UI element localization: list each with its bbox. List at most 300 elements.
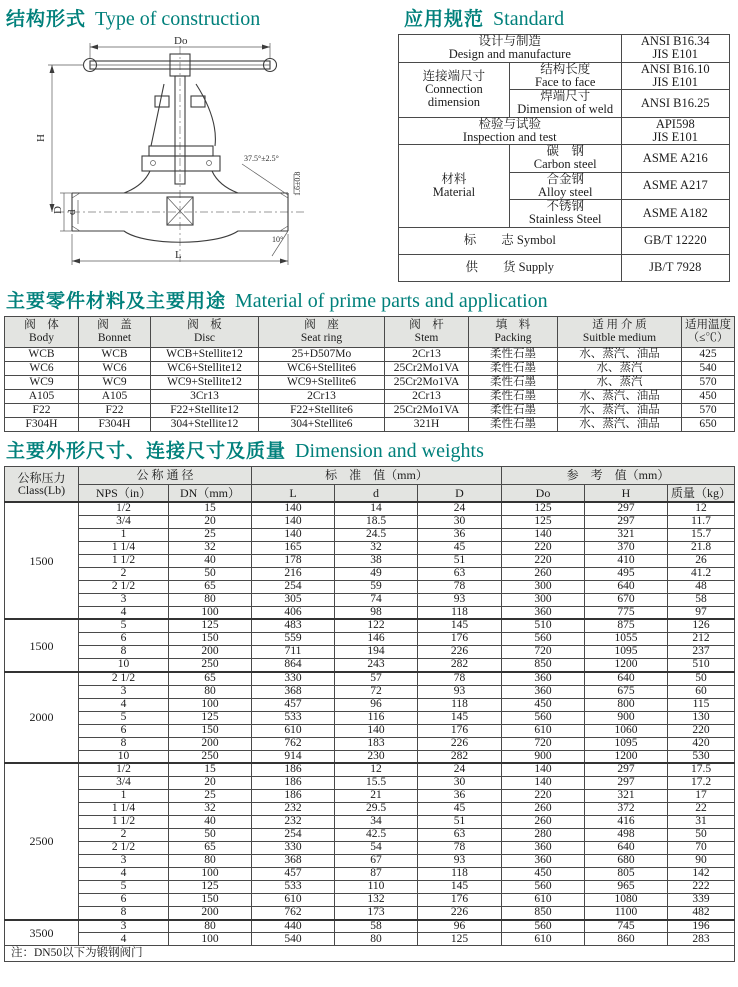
materials-heading-zh: 主要零件材料及主要用途 <box>6 289 227 312</box>
dimensions-cell: 29.5 <box>335 803 418 816</box>
materials-cell: 柔性石墨 <box>469 361 558 375</box>
dimensions-cell: 31 <box>668 816 735 829</box>
construction-heading-zh: 结构形式 <box>6 8 87 30</box>
dimensions-cell: 12 <box>335 763 418 776</box>
dimensions-cell: 58 <box>335 920 418 933</box>
construction-section <box>0 0 398 272</box>
carbon-value: ASME A216 <box>621 145 729 173</box>
alloy-label-en: Alloy steel <box>537 184 593 199</box>
stainless-label-en: Stainless Steel <box>528 212 602 227</box>
bonnet-flange <box>149 146 213 156</box>
dimensions-cell: 450 <box>502 868 585 881</box>
materials-cell: 304+Stellite12 <box>151 417 259 431</box>
dimensions-cell: 140 <box>502 777 585 790</box>
materials-cell: A105 <box>79 389 151 403</box>
dimensions-row <box>5 907 735 920</box>
dimensions-cell: 237 <box>668 646 735 659</box>
dimensions-cell: 4 <box>79 606 169 619</box>
dimensions-cell: 8 <box>79 907 169 920</box>
dimensions-cell: 8 <box>79 737 169 750</box>
top-area <box>0 0 738 282</box>
dimensions-cell: 226 <box>418 907 502 920</box>
carbon-label-en: Carbon steel <box>533 157 597 172</box>
dimensions-cell: 145 <box>418 619 502 632</box>
materials-cell: WCB <box>79 347 151 361</box>
connection-label-en2: dimension <box>427 95 480 110</box>
dimensions-cell: 100 <box>169 933 252 946</box>
dimensions-cell: 297 <box>585 515 668 528</box>
dimensions-cell: 140 <box>252 515 335 528</box>
dimensions-cell: 3 <box>79 685 169 698</box>
dimensions-cell: 300 <box>502 593 585 606</box>
connection-label-zh: 连接端尺寸 <box>422 68 486 83</box>
dimensions-cell: 125 <box>169 619 252 632</box>
dimensions-cell: 93 <box>418 685 502 698</box>
materials-row <box>5 389 735 403</box>
face-value <box>621 62 729 90</box>
dimensions-cell: 1 1/4 <box>79 803 169 816</box>
design-label <box>399 35 622 63</box>
dimensions-group <box>5 920 735 946</box>
dimensions-cell: 48 <box>668 580 735 593</box>
standard-heading-en: Standard <box>493 8 565 30</box>
dimensions-cell: 87 <box>335 868 418 881</box>
col-header-dn: DN（mm） <box>169 484 252 502</box>
dimensions-cell: 150 <box>169 724 252 737</box>
materials-cell: 柔性石墨 <box>469 403 558 417</box>
dimensions-cell: 50 <box>169 829 252 842</box>
dimensions-row <box>5 881 735 894</box>
dimensions-cell: 140 <box>252 502 335 515</box>
materials-cell: 540 <box>682 361 735 375</box>
dimensions-cell: 10 <box>79 750 169 763</box>
dimensions-cell: 254 <box>252 829 335 842</box>
dimensions-group <box>5 619 735 671</box>
dimensions-row <box>5 567 735 580</box>
weld-value: ANSI B16.25 <box>621 90 729 118</box>
dimensions-cell: 20 <box>169 515 252 528</box>
dimensions-cell: 70 <box>668 842 735 855</box>
dimensions-cell: 200 <box>169 646 252 659</box>
dimensions-header-columns-row <box>5 484 735 502</box>
materials-cell: WC9+Stellite6 <box>259 375 385 389</box>
symbol-label: 标 志 Symbol <box>399 227 622 254</box>
materials-cell: 水、蒸汽、油品 <box>558 347 682 361</box>
dimensions-cell: 132 <box>335 894 418 907</box>
col-header-h: H <box>585 484 668 502</box>
dimensions-cell: 610 <box>502 933 585 946</box>
materials-cell: A105 <box>5 389 79 403</box>
dimensions-cell: 1 1/2 <box>79 554 169 567</box>
standard-row-carbon <box>399 145 730 173</box>
weld-label-en: Dimension of weld <box>517 102 614 117</box>
design-value-2: JIS E101 <box>652 47 699 62</box>
dimensions-cell: 100 <box>169 606 252 619</box>
dimensions-cell: 875 <box>585 619 668 632</box>
do-arrow-right <box>262 45 270 50</box>
materials-cell: WC9+Stellite12 <box>151 375 259 389</box>
dimensions-cell: 173 <box>335 907 418 920</box>
dimensions-header-groups-row <box>5 466 735 484</box>
dimensions-cell: 150 <box>169 894 252 907</box>
dimensions-cell: 2 <box>79 829 169 842</box>
dimensions-cell: 22 <box>668 803 735 816</box>
dimensions-cell: 67 <box>335 855 418 868</box>
dimensions-cell: 762 <box>252 737 335 750</box>
l-arrow-right <box>280 259 288 264</box>
materials-cell: 425 <box>682 347 735 361</box>
materials-header-packing: 填 料 Packing <box>469 316 558 347</box>
dimensions-cell: 142 <box>668 868 735 881</box>
dimensions-row <box>5 554 735 567</box>
dim-label-bevel-angle: 37.5°±2.5° <box>244 154 279 163</box>
materials-header-stem: 阀 杆 Stem <box>385 316 469 347</box>
dimensions-cell: 850 <box>502 659 585 672</box>
dimensions-cell: 226 <box>418 737 502 750</box>
dimensions-cell: 675 <box>585 685 668 698</box>
dimensions-cell: 1100 <box>585 907 668 920</box>
design-label-zh: 设计与制造 <box>478 34 542 48</box>
dimensions-cell: 360 <box>502 672 585 685</box>
face-value-1: ANSI B16.10 <box>640 61 710 76</box>
materials-cell: WC9 <box>5 375 79 389</box>
dimensions-cell: 230 <box>335 750 418 763</box>
dimensions-cell: 800 <box>585 698 668 711</box>
standard-heading-zh: 应用规范 <box>404 8 485 30</box>
dimensions-cell: 711 <box>252 646 335 659</box>
alloy-label-zh: 合金钢 <box>546 171 584 186</box>
dimensions-cell: 8 <box>79 646 169 659</box>
dimensions-cell: 45 <box>418 541 502 554</box>
dimensions-cell: 165 <box>252 541 335 554</box>
dimensions-row <box>5 685 735 698</box>
materials-cell: F22+Stellite12 <box>151 403 259 417</box>
face-label-en: Face to face <box>535 74 596 89</box>
symbol-value: GB/T 12220 <box>621 227 729 254</box>
dimensions-cell: 321 <box>585 790 668 803</box>
dimensions-cell: 1200 <box>585 750 668 763</box>
dimensions-cell: 321 <box>585 528 668 541</box>
dimensions-cell: 226 <box>418 646 502 659</box>
standard-section <box>398 0 738 282</box>
dimensions-cell: 495 <box>585 567 668 580</box>
connection-label-en1: Connection <box>425 81 483 96</box>
dimensions-cell: 1095 <box>585 646 668 659</box>
materials-cell: 450 <box>682 389 735 403</box>
dimensions-cell: 243 <box>335 659 418 672</box>
dimensions-cell: 360 <box>502 855 585 868</box>
dimensions-cell: 914 <box>252 750 335 763</box>
dimensions-cell: 222 <box>668 881 735 894</box>
dimensions-cell: 58 <box>668 593 735 606</box>
construction-heading <box>6 4 398 31</box>
dimensions-cell: 18.5 <box>335 515 418 528</box>
yoke-right-arm <box>196 84 215 146</box>
dimensions-cell: 176 <box>418 894 502 907</box>
dimensions-cell: 65 <box>169 580 252 593</box>
dimensions-cell: 260 <box>502 567 585 580</box>
dimensions-cell: 559 <box>252 633 335 646</box>
dimensions-cell: 93 <box>418 855 502 868</box>
dimensions-cell: 282 <box>418 659 502 672</box>
h-arrow-top <box>50 65 55 73</box>
dimensions-cell: 17 <box>668 790 735 803</box>
dimensions-cell: 140 <box>502 763 585 776</box>
yoke-left-arm <box>151 84 164 146</box>
materials-cell: 3Cr13 <box>151 389 259 403</box>
dimensions-cell: 17.5 <box>668 763 735 776</box>
dimensions-cell: 212 <box>668 633 735 646</box>
dimensions-cell: 1 1/4 <box>79 541 169 554</box>
dimensions-cell: 305 <box>252 593 335 606</box>
dimensions-cell: 186 <box>252 777 335 790</box>
pressure-class-cell: 2000 <box>5 672 79 763</box>
dimensions-cell: 965 <box>585 881 668 894</box>
dimensions-cell: 250 <box>169 659 252 672</box>
materials-cell: WC6 <box>79 361 151 375</box>
inspection-label <box>399 117 622 145</box>
materials-cell: 650 <box>682 417 735 431</box>
materials-cell: 25Cr2Mo1VA <box>385 375 469 389</box>
dimensions-cell: 330 <box>252 842 335 855</box>
dimensions-cell: 2 1/2 <box>79 842 169 855</box>
dimensions-cell: 78 <box>418 842 502 855</box>
gland-left <box>155 96 169 107</box>
dimensions-cell: 32 <box>335 541 418 554</box>
dimensions-cell: 370 <box>585 541 668 554</box>
dimensions-cell: 140 <box>502 528 585 541</box>
dim-label-do: Do <box>174 35 188 47</box>
supply-label: 供 货 Supply <box>399 254 622 281</box>
dimensions-cell: 176 <box>418 633 502 646</box>
materials-cell: WC6+Stellite12 <box>151 361 259 375</box>
carbon-label <box>509 145 621 173</box>
dimensions-row <box>5 672 735 685</box>
dimensions-cell: 40 <box>169 554 252 567</box>
dimensions-cell: 24 <box>418 763 502 776</box>
dimensions-cell: 65 <box>169 842 252 855</box>
col-header-d-upper: D <box>418 484 502 502</box>
dimensions-cell: 145 <box>418 711 502 724</box>
materials-cell: WC9 <box>79 375 151 389</box>
dimensions-cell: 410 <box>585 554 668 567</box>
supply-value: JB/T 7928 <box>621 254 729 281</box>
dimensions-cell: 1055 <box>585 633 668 646</box>
dimensions-cell: 3 <box>79 593 169 606</box>
materials-header-seat-ring: 阀 座 Seat ring <box>259 316 385 347</box>
materials-cell: 25Cr2Mo1VA <box>385 403 469 417</box>
dimensions-cell: 15 <box>169 502 252 515</box>
dimensions-cell: 5 <box>79 881 169 894</box>
dimensions-cell: 220 <box>502 790 585 803</box>
dimensions-cell: 640 <box>585 580 668 593</box>
dimensions-cell: 680 <box>585 855 668 868</box>
dimensions-cell: 98 <box>335 606 418 619</box>
dimensions-cell: 80 <box>169 593 252 606</box>
dimensions-row <box>5 894 735 907</box>
dimensions-cell: 260 <box>502 803 585 816</box>
pressure-class-cell: 2500 <box>5 763 79 919</box>
weld-label-zh: 焊端尺寸 <box>540 89 591 103</box>
do-arrow-left <box>90 45 98 50</box>
stainless-label <box>509 200 621 228</box>
standard-row-face <box>399 62 730 90</box>
dimensions-cell: 3/4 <box>79 777 169 790</box>
dim-label-d-outer: D <box>52 206 64 214</box>
dimensions-cell: 510 <box>668 659 735 672</box>
dimensions-cell: 15.5 <box>335 777 418 790</box>
dimensions-cell: 59 <box>335 580 418 593</box>
dimensions-cell: 533 <box>252 711 335 724</box>
inspection-value <box>621 117 729 145</box>
dimensions-cell: 146 <box>335 633 418 646</box>
dimensions-cell: 96 <box>335 698 418 711</box>
dimensions-cell: 720 <box>502 737 585 750</box>
carbon-label-zh: 碳 钢 <box>546 144 584 158</box>
dimensions-cell: 368 <box>252 855 335 868</box>
standard-heading <box>404 4 730 31</box>
dimensions-group <box>5 502 735 619</box>
valve-drawing-svg <box>4 34 396 272</box>
dimensions-cell: 11.7 <box>668 515 735 528</box>
materials-cell: WC6+Stellite6 <box>259 361 385 375</box>
standard-table <box>398 34 730 282</box>
materials-tbody <box>5 347 735 431</box>
dimensions-cell: 118 <box>418 698 502 711</box>
dimensions-row <box>5 724 735 737</box>
dimensions-cell: 297 <box>585 777 668 790</box>
dimensions-row <box>5 593 735 606</box>
dimensions-cell: 640 <box>585 672 668 685</box>
alloy-label <box>509 172 621 200</box>
body-neck-right <box>212 171 238 193</box>
dimensions-cell: 65 <box>169 672 252 685</box>
design-label-en: Design and manufacture <box>448 47 571 62</box>
standard-row-supply <box>399 254 730 281</box>
dimensions-cell: 38 <box>335 554 418 567</box>
dimensions-row <box>5 803 735 816</box>
materials-row <box>5 347 735 361</box>
materials-header-row <box>5 316 735 347</box>
dimensions-cell: 125 <box>169 711 252 724</box>
dimensions-cell: 5 <box>79 619 169 632</box>
materials-cell: 水、蒸汽、油品 <box>558 417 682 431</box>
dimensions-cell: 51 <box>418 816 502 829</box>
dimensions-cell: 510 <box>502 619 585 632</box>
materials-cell: 柔性石墨 <box>469 375 558 389</box>
dimensions-row <box>5 750 735 763</box>
materials-cell: 柔性石墨 <box>469 389 558 403</box>
dimensions-cell: 80 <box>335 933 418 946</box>
dimensions-cell: 118 <box>418 868 502 881</box>
dimensions-cell: 93 <box>418 593 502 606</box>
dimensions-cell: 610 <box>502 724 585 737</box>
dimensions-cell: 610 <box>502 894 585 907</box>
dimensions-cell: 63 <box>418 829 502 842</box>
dimensions-cell: 232 <box>252 803 335 816</box>
dimensions-cell: 50 <box>668 672 735 685</box>
dimensions-cell: 25 <box>169 528 252 541</box>
material-label-en: Material <box>432 184 476 199</box>
materials-row <box>5 361 735 375</box>
dimensions-cell: 145 <box>418 881 502 894</box>
dimensions-cell: 54 <box>335 842 418 855</box>
dimensions-cell: 25 <box>169 790 252 803</box>
materials-cell: F22 <box>5 403 79 417</box>
dimensions-cell: 21.8 <box>668 541 735 554</box>
materials-header-body: 阀 体 Body <box>5 316 79 347</box>
dimensions-cell: 457 <box>252 698 335 711</box>
dimensions-cell: 762 <box>252 907 335 920</box>
standard-row-inspection <box>399 117 730 145</box>
dimensions-cell: 483 <box>252 619 335 632</box>
dimensions-cell: 12 <box>668 502 735 515</box>
dim-label-root-face: 1.6±0.8 <box>293 171 302 196</box>
dimensions-cell: 17.2 <box>668 777 735 790</box>
material-label <box>399 145 510 228</box>
dimensions-cell: 97 <box>668 606 735 619</box>
dimensions-cell: 140 <box>335 724 418 737</box>
materials-cell: 柔性石墨 <box>469 347 558 361</box>
materials-cell: 321H <box>385 417 469 431</box>
dimensions-cell: 297 <box>585 763 668 776</box>
dimensions-cell: 130 <box>668 711 735 724</box>
materials-heading <box>6 286 738 313</box>
design-value <box>621 35 729 63</box>
construction-heading-en: Type of construction <box>95 8 261 30</box>
dimensions-cell: 140 <box>252 528 335 541</box>
dimensions-cell: 850 <box>502 907 585 920</box>
inspection-label-zh: 检验与试验 <box>478 116 542 131</box>
dimensions-row <box>5 920 735 933</box>
dimensions-cell: 1060 <box>585 724 668 737</box>
dimensions-row <box>5 790 735 803</box>
dimensions-cell: 450 <box>502 698 585 711</box>
dimensions-row <box>5 763 735 776</box>
bevel-leader <box>242 164 288 195</box>
dimensions-cell: 457 <box>252 868 335 881</box>
inspection-label-en: Inspection and test <box>462 129 557 144</box>
gland-right <box>191 96 205 107</box>
dimensions-cell: 57 <box>335 672 418 685</box>
dimensions-cell: 80 <box>169 685 252 698</box>
materials-cell: WC6 <box>5 361 79 375</box>
dimensions-cell: 1/2 <box>79 502 169 515</box>
dimensions-cell: 3 <box>79 855 169 868</box>
dimensions-cell: 96 <box>418 920 502 933</box>
reference-values-group-header: 参 考 值（mm） <box>502 466 735 484</box>
dimensions-row <box>5 606 735 619</box>
dimensions-cell: 176 <box>418 724 502 737</box>
inspection-value-1: API598 <box>655 116 695 131</box>
bonnet-bolt-right <box>207 161 212 166</box>
materials-cell: F304H <box>79 417 151 431</box>
dimensions-cell: 60 <box>668 685 735 698</box>
col-header-nps: NPS（in） <box>79 484 169 502</box>
materials-cell: F304H <box>5 417 79 431</box>
dimensions-cell: 360 <box>502 842 585 855</box>
standard-values-group-header: 标 准 值（mm） <box>252 466 502 484</box>
dimensions-cell: 200 <box>169 907 252 920</box>
dimensions-cell: 125 <box>169 881 252 894</box>
dimensions-cell: 20 <box>169 777 252 790</box>
dimensions-row <box>5 619 735 632</box>
dimensions-cell: 80 <box>169 920 252 933</box>
dimensions-cell: 6 <box>79 894 169 907</box>
materials-row <box>5 375 735 389</box>
dimensions-row <box>5 855 735 868</box>
dimensions-cell: 24 <box>418 502 502 515</box>
